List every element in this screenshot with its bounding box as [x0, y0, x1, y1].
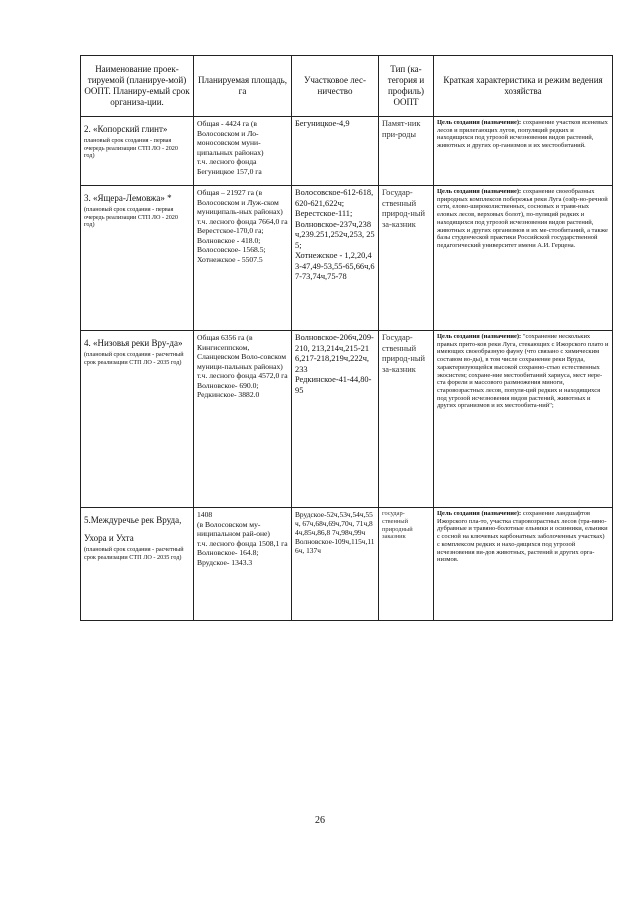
cell-type: государ-ственный природный заказник	[379, 508, 434, 621]
goal-label: Цель создания (назначение):	[437, 333, 522, 340]
cell-area: Общая – 21927 га (в Волосовском и Луж-ском муниципаль-ных районах) т.ч. лесного фонда 7664,0 га Верестское-170,0 га; Волновское - 418.0; Волосовское- 1568.5; Хотнежское - 5507.5	[194, 186, 292, 331]
table-row	[81, 508, 613, 621]
header-forestry: Участковое лес-ничество	[292, 56, 379, 117]
cell-name	[81, 186, 194, 331]
header-name: Наименование проек-тируемой (планируе-мой) ООПТ. Планиру-емый срок организа-ции.	[81, 56, 194, 117]
goal-label: Цель создания (назначение):	[437, 188, 522, 195]
cell-name	[81, 331, 194, 508]
cell-description	[434, 117, 613, 186]
cell-type: Памят-ник при-роды	[379, 117, 434, 186]
oopt-name: 2. «Копорский глинт»	[84, 124, 168, 134]
goal-label: Цель создания (назначение):	[437, 119, 522, 126]
header-type: Тип (ка-тегория и профиль) ООПТ	[379, 56, 434, 117]
cell-type: Государ-ственный природ-ный за-казник	[379, 186, 434, 331]
table-header-row	[81, 56, 613, 117]
header-area: Планируемая площадь, га	[194, 56, 292, 117]
cell-area: Общая 6356 га (в Кингисеппском, Сланцевском Воло-совском муници-пальных районах) т.ч. лесного фонда 4572,0 га Волновское- 690.0; Редкинское- 3882.0	[194, 331, 292, 508]
goal-label: Цель создания (назначение):	[437, 510, 522, 517]
goal-text: сохранение ландшафтов Ижорского пла-то, участка старовозрастных лесов (тра-вяно-дубравные и травяно-болотные ельники и осинники, ельники с сосной на ключевых карбонатных заболоченных участках) с комплексом редких и нахо-дящихся под угрозой исчезновения ви-дов животных, растений и других орга-низмов.	[437, 510, 608, 564]
goal-text: сохранение своеобразных природных комплексов побережья реки Луга (озёр-но-речной сети, еловo-широколиственных, сосновых и травя-ных еловых лесов, верховых болот), по-пуляций редких и находящихся под угрозой исчезновения видов растений, животных и других организмов и их ме-стообитаний, а также базы студенческой практики Российской государственной педагогический университет имени А.И. Герцена.	[437, 188, 608, 249]
cell-area: Общая - 4424 га (в Волосовском и Ло-моносовском муни-ципальных районах) т.ч. лесного фонда Бегуницкое 157,0 га	[194, 117, 292, 186]
cell-forestry: Врудское-52ч,53ч,54ч,55ч, 67ч,68ч,69ч,70ч, 71ч,84ч,85ч,86,8 7ч,98ч,99ч Волновское-109ч,115ч,116ч, 137ч	[292, 508, 379, 621]
header-description: Краткая характеристика и режим ведения хозяйства	[434, 56, 613, 117]
oopt-table	[80, 55, 613, 621]
cell-area: 1408 (в Волосовском му-ниципальном рай-оне) т.ч. лесного фонда 1508,1 га Волновское- 164.8; Врудское- 1343.3	[194, 508, 292, 621]
table-row	[81, 186, 613, 331]
oopt-name: 3. «Ящера-Лемовжа» *	[84, 193, 172, 203]
table-row	[81, 331, 613, 508]
oopt-name: 5.Междуречье рек Вруда, Ухора и Ухта	[84, 515, 182, 543]
oopt-term: (плановый срок создания - расчетный срок реализации СТП ЛО - 2035 год)	[84, 351, 184, 366]
oopt-term: (плановый срок создания - расчетный срок реализации СТП ЛО - 2035 год)	[84, 546, 184, 561]
oopt-term: плановый срок создания - первая очередь реализации СТП ЛО - 2020 год)	[84, 137, 178, 159]
cell-description	[434, 186, 613, 331]
cell-description	[434, 331, 613, 508]
cell-description	[434, 508, 613, 621]
page-number: 26	[315, 815, 325, 826]
goal-text: "сохранение нескольких правых прито-ков реки Луга, стекающих с Ижорского плато и имеющих своеобразную фауну (что связано с химическим составом во-ды), в том числе сохранение реки Вруда, характеризующейся высокой сохранно-стью естественных экосистем; сохране-ние местообитаний хариуса, мест нере-ста форели и массового размножения миноги, старовозрастных лесов, популя-ций редких и находящихся под угрозой исчезновения видов растений, животных и других организмов и их местообита-ний";	[437, 333, 609, 410]
oopt-term: (плановый срок создания - первая очередь реализации СТП ЛО - 2020 год)	[84, 206, 178, 228]
cell-forestry: Волновское-206ч,209-210, 213,214ч,215-216,217-218,219ч,222ч, 233 Редкинское-41-44,80-95	[292, 331, 379, 508]
cell-name	[81, 508, 194, 621]
cell-forestry: Волосовское-612-618,620-621,622ч; Верестское-111; Волновское-237ч,238ч,239.251,252ч,253, 255; Хотнежское - 1,2,20,43-47,49-53,55-65,66ч,67-73,74ч,75-78	[292, 186, 379, 331]
oopt-name: 4. «Низовья реки Вру-да»	[84, 338, 183, 348]
cell-name	[81, 117, 194, 186]
table-row	[81, 117, 613, 186]
cell-forestry: Бегуницкое-4,9	[292, 117, 379, 186]
cell-type: Государ-ственный природ-ный за-казник	[379, 331, 434, 508]
goal-text: сохранение участков ясеневых лесов и прилегающих лугов, популяций редких и находящихся под угрозой исчезновения видов растений, животных и других ор-ганизмов и их местообитаний.	[437, 119, 608, 150]
